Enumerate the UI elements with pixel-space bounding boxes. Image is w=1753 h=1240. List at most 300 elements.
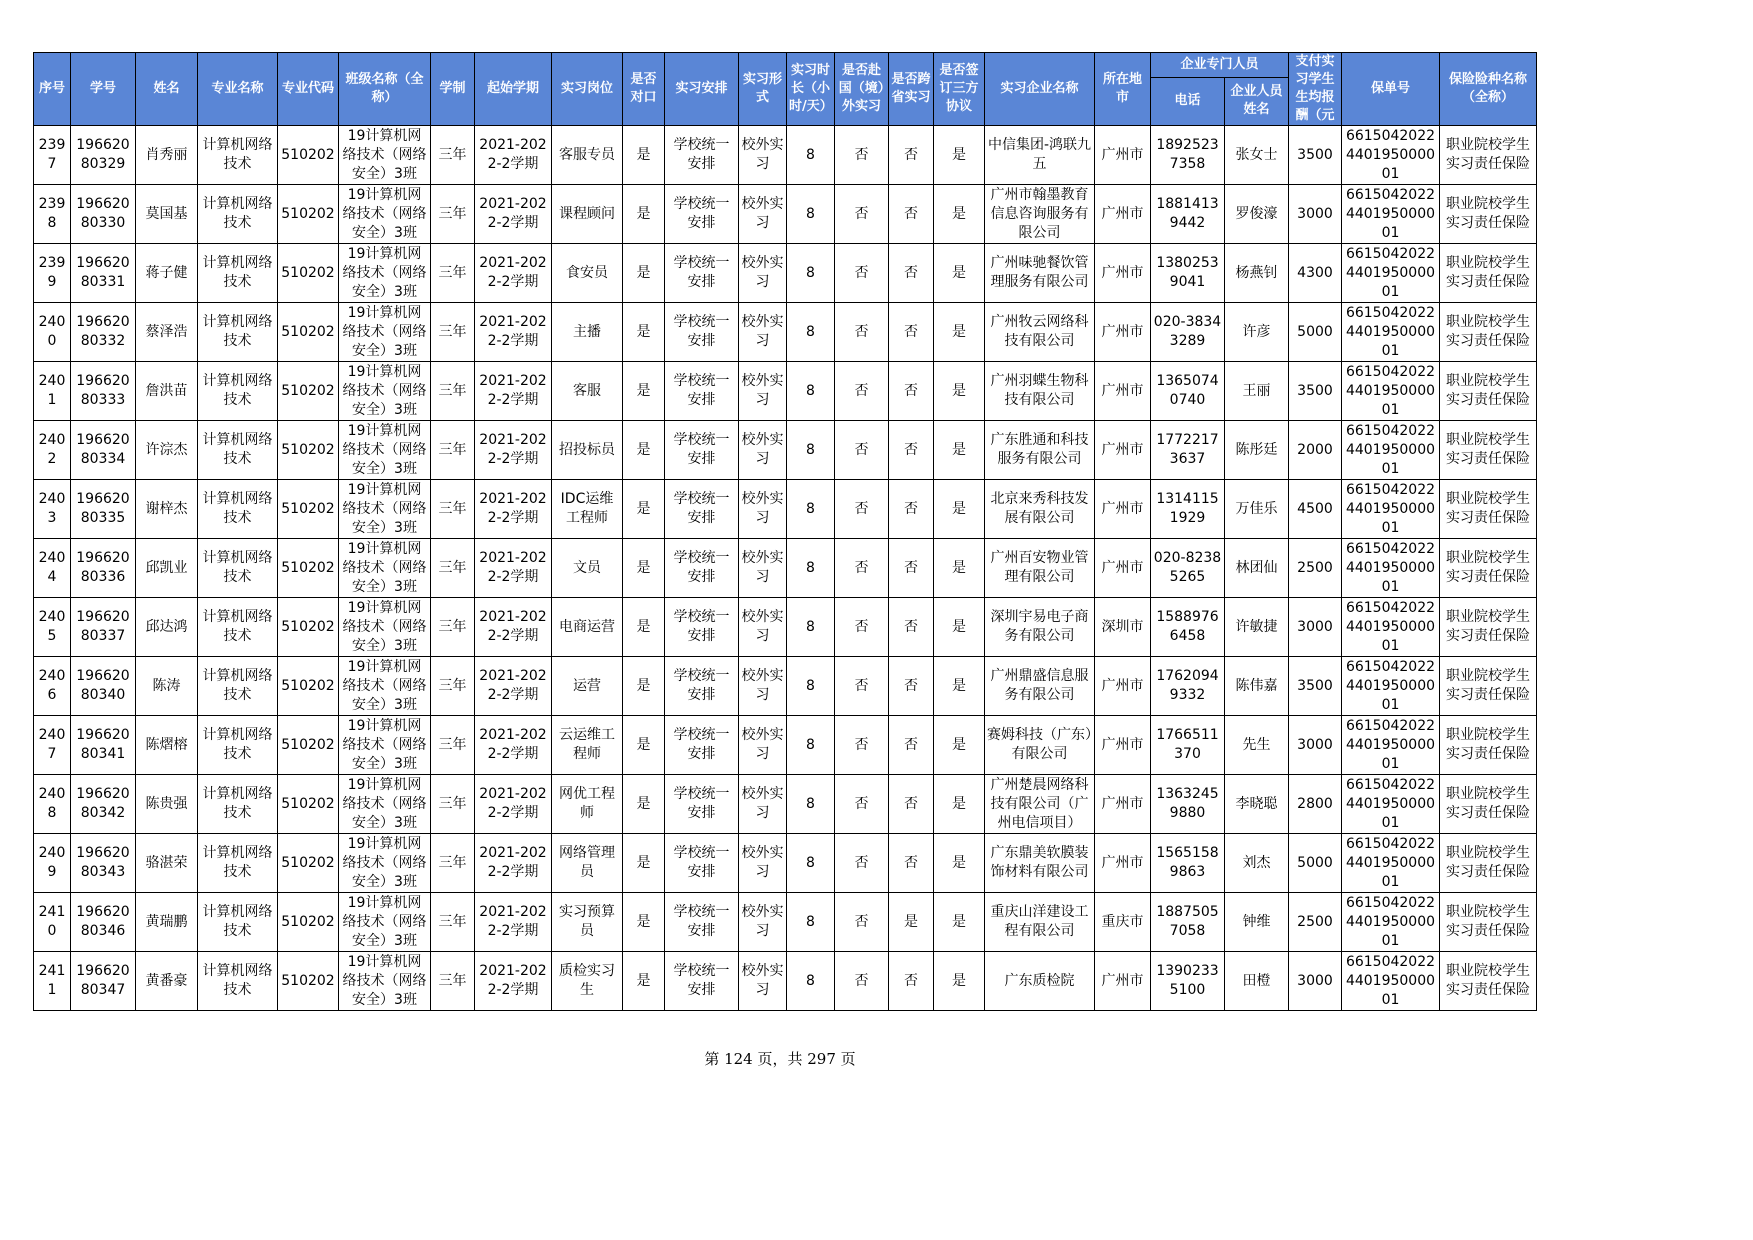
cell-cross-province xyxy=(889,244,934,303)
cell-text: 杨燕钊 xyxy=(1235,264,1278,281)
cell-hours xyxy=(787,657,835,716)
cell-text: 510202 xyxy=(281,382,335,399)
cell-text: 2021-2022-2学期 xyxy=(479,373,547,408)
cell-text: 校外实习 xyxy=(741,963,784,998)
cell-text: 19计算机网络技术（网络安全）3班 xyxy=(342,363,427,418)
cell-name xyxy=(136,834,198,893)
cell-city xyxy=(1095,952,1151,1011)
cell-text: 2021-2022-2学期 xyxy=(479,196,547,231)
cell-abroad xyxy=(835,185,889,244)
cell-arrangement xyxy=(665,893,739,952)
cell-duration xyxy=(431,185,475,244)
cell-form xyxy=(739,834,787,893)
cell-text: 否 xyxy=(854,146,869,163)
cell-duration xyxy=(431,716,475,775)
cell-company xyxy=(985,893,1095,952)
cell-seq xyxy=(34,834,71,893)
cell-class-name xyxy=(339,775,431,834)
cell-text: 钟维 xyxy=(1242,913,1271,930)
cell-cross-province xyxy=(889,539,934,598)
cell-text: 4500 xyxy=(1297,500,1333,517)
header-tripartite: 是否签订三方协议 xyxy=(934,53,985,126)
table-row xyxy=(34,303,1537,362)
cell-phone xyxy=(1151,598,1225,657)
cell-text: 网优工程师 xyxy=(559,786,615,821)
cell-position xyxy=(552,952,623,1011)
cell-text: 3000 xyxy=(1297,205,1333,222)
cell-matching xyxy=(623,893,665,952)
cell-arrangement xyxy=(665,303,739,362)
cell-text: IDC运维工程师 xyxy=(560,491,614,526)
cell-tripartite xyxy=(934,716,985,775)
cell-text: 实习预算员 xyxy=(559,904,615,939)
cell-salary xyxy=(1289,303,1342,362)
cell-seq xyxy=(34,421,71,480)
cell-arrangement xyxy=(665,480,739,539)
cell-form xyxy=(739,657,787,716)
cell-text: 先生 xyxy=(1242,736,1271,753)
cell-insurance xyxy=(1440,539,1537,598)
cell-text: 学校统一安排 xyxy=(673,668,730,703)
cell-text: 是 xyxy=(636,736,651,753)
cell-major xyxy=(198,126,278,185)
cell-abroad xyxy=(835,126,889,185)
cell-text: 学校统一安排 xyxy=(673,550,730,585)
cell-seq xyxy=(34,893,71,952)
cell-text: 校外实习 xyxy=(741,137,784,172)
cell-text: 计算机网络技术 xyxy=(202,845,273,880)
cell-text: 2401 xyxy=(38,373,66,408)
cell-text: 校外实习 xyxy=(741,255,784,290)
cell-hours xyxy=(787,126,835,185)
cell-text: 19662080343 xyxy=(76,845,130,880)
cell-text: 2021-2022-2学期 xyxy=(479,491,547,526)
cell-cross-province xyxy=(889,185,934,244)
cell-name xyxy=(136,480,198,539)
cell-policy-no xyxy=(1342,185,1440,244)
cell-text: 学校统一安排 xyxy=(673,373,730,408)
cell-text: 电商运营 xyxy=(559,618,615,635)
cell-text: 邱凯业 xyxy=(145,559,188,576)
cell-cross-province xyxy=(889,126,934,185)
cell-text: 2407 xyxy=(38,727,66,762)
cell-form xyxy=(739,775,787,834)
cell-tripartite xyxy=(934,480,985,539)
cell-student-id xyxy=(71,716,136,775)
cell-name xyxy=(136,775,198,834)
cell-seq xyxy=(34,598,71,657)
cell-text: 6615042022440195000001 xyxy=(1345,540,1436,595)
cell-text: 学校统一安排 xyxy=(673,786,730,821)
cell-text: 食安员 xyxy=(566,264,608,281)
cell-text: 否 xyxy=(854,854,869,871)
cell-text: 三年 xyxy=(438,205,467,222)
cell-start-term xyxy=(475,480,552,539)
header-major: 专业名称 xyxy=(198,53,278,126)
cell-duration xyxy=(431,480,475,539)
cell-hours xyxy=(787,893,835,952)
cell-city xyxy=(1095,126,1151,185)
cell-text: 19计算机网络技术（网络安全）3班 xyxy=(342,245,427,300)
cell-name xyxy=(136,421,198,480)
cell-position xyxy=(552,657,623,716)
page-number-text: 第 124 页，共 297 页 xyxy=(704,1050,856,1068)
cell-text: 三年 xyxy=(438,854,467,871)
cell-insurance xyxy=(1440,775,1537,834)
cell-text: 职业院校学生实习责任保险 xyxy=(1446,137,1530,172)
header-hours: 实习时长（小时/天） xyxy=(787,53,835,126)
cell-text: 19662080346 xyxy=(76,904,130,939)
cell-city xyxy=(1095,421,1151,480)
cell-text: 校外实习 xyxy=(741,432,784,467)
cell-text: 广州鼎盛信息服务有限公司 xyxy=(990,668,1089,703)
cell-major-code xyxy=(278,893,339,952)
cell-seq xyxy=(34,775,71,834)
header-class-name: 班级名称（全称） xyxy=(339,53,431,126)
cell-major xyxy=(198,244,278,303)
cell-major xyxy=(198,716,278,775)
cell-text: 三年 xyxy=(438,913,467,930)
cell-form xyxy=(739,421,787,480)
cell-class-name xyxy=(339,716,431,775)
cell-text: 是 xyxy=(952,736,966,753)
cell-major-code xyxy=(278,834,339,893)
cell-class-name xyxy=(339,834,431,893)
cell-major-code xyxy=(278,303,339,362)
cell-cross-province xyxy=(889,657,934,716)
cell-salary xyxy=(1289,185,1342,244)
cell-text: 19662080347 xyxy=(76,963,130,998)
cell-text: 质检实习生 xyxy=(559,963,615,998)
cell-text: 三年 xyxy=(438,146,467,163)
cell-form xyxy=(739,480,787,539)
cell-salary xyxy=(1289,952,1342,1011)
cell-position xyxy=(552,716,623,775)
cell-duration xyxy=(431,303,475,362)
cell-insurance xyxy=(1440,657,1537,716)
cell-cross-province xyxy=(889,893,934,952)
cell-contact-name xyxy=(1225,657,1289,716)
table-row xyxy=(34,952,1537,1011)
cell-matching xyxy=(623,244,665,303)
cell-abroad xyxy=(835,893,889,952)
cell-name xyxy=(136,952,198,1011)
cell-text: 万佳乐 xyxy=(1235,500,1278,517)
cell-major-code xyxy=(278,362,339,421)
cell-text: 是 xyxy=(636,677,651,694)
cell-text: 计算机网络技术 xyxy=(202,196,273,231)
cell-major xyxy=(198,775,278,834)
header-insurance: 保险险种名称（全称） xyxy=(1440,53,1537,126)
cell-matching xyxy=(623,421,665,480)
cell-text: 否 xyxy=(904,205,918,222)
cell-city xyxy=(1095,303,1151,362)
internship-table xyxy=(33,52,1537,1011)
cell-phone xyxy=(1151,185,1225,244)
cell-duration xyxy=(431,244,475,303)
cell-text: 职业院校学生实习责任保险 xyxy=(1446,432,1530,467)
cell-text: 510202 xyxy=(281,618,335,635)
cell-student-id xyxy=(71,244,136,303)
cell-text: 是 xyxy=(636,382,651,399)
cell-phone xyxy=(1151,657,1225,716)
cell-arrangement xyxy=(665,775,739,834)
cell-text: 是 xyxy=(952,795,966,812)
cell-text: 18875057058 xyxy=(1156,904,1219,939)
cell-text: 校外实习 xyxy=(741,550,784,585)
cell-text: 赛姆科技（广东）有限公司 xyxy=(987,727,1092,762)
table-row xyxy=(34,775,1537,834)
cell-text: 广州味驰餐饮管理服务有限公司 xyxy=(990,255,1089,290)
cell-text: 黄番豪 xyxy=(145,972,188,989)
cell-text: 课程顾问 xyxy=(559,205,615,222)
table-row xyxy=(34,480,1537,539)
cell-text: 是 xyxy=(636,795,651,812)
cell-text: 是 xyxy=(636,972,651,989)
cell-text: 2021-2022-2学期 xyxy=(479,727,547,762)
cell-class-name xyxy=(339,244,431,303)
cell-text: 2021-2022-2学期 xyxy=(479,845,547,880)
cell-tripartite xyxy=(934,185,985,244)
cell-text: 19662080341 xyxy=(76,727,130,762)
cell-text: 职业院校学生实习责任保险 xyxy=(1446,550,1530,585)
cell-text: 广州羽蝶生物科技有限公司 xyxy=(990,373,1089,408)
cell-company xyxy=(985,834,1095,893)
cell-text: 510202 xyxy=(281,854,335,871)
cell-start-term xyxy=(475,126,552,185)
cell-class-name xyxy=(339,952,431,1011)
cell-policy-no xyxy=(1342,539,1440,598)
cell-text: 否 xyxy=(904,736,918,753)
cell-phone xyxy=(1151,539,1225,598)
cell-text: 8 xyxy=(806,913,815,930)
cell-city xyxy=(1095,598,1151,657)
header-start-term: 起始学期 xyxy=(475,53,552,126)
cell-arrangement xyxy=(665,952,739,1011)
cell-contact-name xyxy=(1225,952,1289,1011)
cell-text: 是 xyxy=(952,559,966,576)
cell-salary xyxy=(1289,716,1342,775)
cell-salary xyxy=(1289,657,1342,716)
cell-text: 广州市 xyxy=(1101,323,1144,340)
cell-start-term xyxy=(475,834,552,893)
cell-text: 学校统一安排 xyxy=(673,963,730,998)
cell-company xyxy=(985,657,1095,716)
cell-text: 校外实习 xyxy=(741,314,784,349)
cell-insurance xyxy=(1440,834,1537,893)
cell-text: 运营 xyxy=(573,677,601,694)
cell-text: 2399 xyxy=(38,255,66,290)
cell-city xyxy=(1095,893,1151,952)
cell-class-name xyxy=(339,598,431,657)
header-position: 实习岗位 xyxy=(552,53,623,126)
cell-text: 詹洪苗 xyxy=(145,382,188,399)
cell-insurance xyxy=(1440,303,1537,362)
cell-text: 是 xyxy=(636,441,651,458)
cell-policy-no xyxy=(1342,480,1440,539)
cell-text: 2406 xyxy=(38,668,66,703)
cell-text: 2800 xyxy=(1297,795,1333,812)
cell-company xyxy=(985,185,1095,244)
cell-student-id xyxy=(71,657,136,716)
cell-text: 2021-2022-2学期 xyxy=(479,904,547,939)
cell-major-code xyxy=(278,244,339,303)
cell-text: 学校统一安排 xyxy=(673,314,730,349)
cell-abroad xyxy=(835,362,889,421)
cell-company xyxy=(985,539,1095,598)
cell-city xyxy=(1095,539,1151,598)
cell-text: 19计算机网络技术（网络安全）3班 xyxy=(342,127,427,182)
cell-text: 广东胜通和科技服务有限公司 xyxy=(990,432,1089,467)
cell-arrangement xyxy=(665,126,739,185)
cell-text: 是 xyxy=(636,559,651,576)
cell-text: 6615042022440195000001 xyxy=(1345,835,1436,890)
cell-major-code xyxy=(278,598,339,657)
cell-text: 是 xyxy=(952,500,966,517)
cell-insurance xyxy=(1440,362,1537,421)
cell-name xyxy=(136,539,198,598)
cell-text: 许淙杰 xyxy=(145,441,188,458)
cell-seq xyxy=(34,539,71,598)
cell-text: 6615042022440195000001 xyxy=(1345,304,1436,359)
cell-text: 是 xyxy=(636,500,651,517)
cell-text: 510202 xyxy=(281,795,335,812)
cell-company xyxy=(985,716,1095,775)
cell-text: 8 xyxy=(806,972,815,989)
cell-text: 19计算机网络技术（网络安全）3班 xyxy=(342,599,427,654)
cell-text: 许彦 xyxy=(1242,323,1271,340)
cell-text: 2400 xyxy=(38,314,66,349)
cell-position xyxy=(552,303,623,362)
cell-text: 19662080331 xyxy=(76,255,130,290)
cell-text: 8 xyxy=(806,736,815,753)
cell-name xyxy=(136,716,198,775)
cell-text: 否 xyxy=(854,264,869,281)
cell-policy-no xyxy=(1342,716,1440,775)
cell-text: 否 xyxy=(904,441,918,458)
cell-text: 2404 xyxy=(38,550,66,585)
cell-company xyxy=(985,244,1095,303)
cell-text: 广东鼎美软膜装饰材料有限公司 xyxy=(990,845,1089,880)
cell-text: 校外实习 xyxy=(741,491,784,526)
cell-duration xyxy=(431,362,475,421)
header-form: 实习形式 xyxy=(739,53,787,126)
cell-insurance xyxy=(1440,716,1537,775)
cell-text: 学校统一安排 xyxy=(673,432,730,467)
cell-salary xyxy=(1289,539,1342,598)
cell-text: 510202 xyxy=(281,146,335,163)
cell-text: 是 xyxy=(636,205,651,222)
cell-contact-name xyxy=(1225,362,1289,421)
cell-text: 6615042022440195000001 xyxy=(1345,363,1436,418)
header-matching: 是否对口 xyxy=(623,53,665,126)
header-salary: 支付实习学生生均报酬（元 xyxy=(1289,53,1342,126)
cell-student-id xyxy=(71,126,136,185)
cell-text: 510202 xyxy=(281,323,335,340)
cell-text: 广州市 xyxy=(1101,972,1144,989)
cell-abroad xyxy=(835,952,889,1011)
cell-text: 6615042022440195000001 xyxy=(1345,481,1436,536)
cell-seq xyxy=(34,480,71,539)
cell-class-name xyxy=(339,539,431,598)
cell-major-code xyxy=(278,185,339,244)
cell-major-code xyxy=(278,126,339,185)
cell-major-code xyxy=(278,421,339,480)
cell-text: 否 xyxy=(854,677,869,694)
table-header xyxy=(34,53,1537,126)
cell-seq xyxy=(34,185,71,244)
cell-cross-province xyxy=(889,716,934,775)
cell-position xyxy=(552,539,623,598)
cell-text: 广州市 xyxy=(1101,441,1144,458)
cell-city xyxy=(1095,185,1151,244)
cell-text: 否 xyxy=(904,500,918,517)
table-row xyxy=(34,657,1537,716)
cell-text: 否 xyxy=(904,618,918,635)
cell-student-id xyxy=(71,185,136,244)
cell-contact-name xyxy=(1225,834,1289,893)
cell-text: 主播 xyxy=(573,323,601,340)
cell-student-id xyxy=(71,952,136,1011)
cell-text: 是 xyxy=(952,441,966,458)
cell-major xyxy=(198,893,278,952)
cell-text: 2409 xyxy=(38,845,66,880)
cell-hours xyxy=(787,775,835,834)
cell-phone xyxy=(1151,893,1225,952)
cell-text: 1766511370 xyxy=(1156,727,1219,762)
cell-text: 2021-2022-2学期 xyxy=(479,786,547,821)
cell-start-term xyxy=(475,657,552,716)
cell-contact-name xyxy=(1225,421,1289,480)
cell-text: 北京来秀科技发展有限公司 xyxy=(990,491,1089,526)
cell-major-code xyxy=(278,657,339,716)
cell-text: 510202 xyxy=(281,559,335,576)
cell-insurance xyxy=(1440,126,1537,185)
header-cross-province: 是否跨省实习 xyxy=(889,53,934,126)
cell-text: 6615042022440195000001 xyxy=(1345,894,1436,949)
cell-text: 职业院校学生实习责任保险 xyxy=(1446,845,1530,880)
cell-text: 19计算机网络技术（网络安全）3班 xyxy=(342,540,427,595)
cell-name xyxy=(136,893,198,952)
table-row xyxy=(34,834,1537,893)
cell-text: 谢梓杰 xyxy=(145,500,188,517)
cell-text: 是 xyxy=(952,264,966,281)
cell-major xyxy=(198,362,278,421)
cell-text: 510202 xyxy=(281,500,335,517)
cell-city xyxy=(1095,244,1151,303)
cell-text: 19计算机网络技术（网络安全）3班 xyxy=(342,894,427,949)
cell-contact-name xyxy=(1225,480,1289,539)
cell-text: 广州市 xyxy=(1101,205,1144,222)
table-body xyxy=(34,126,1537,1011)
cell-text: 三年 xyxy=(438,500,467,517)
cell-major xyxy=(198,598,278,657)
cell-city xyxy=(1095,362,1151,421)
cell-text: 张女士 xyxy=(1235,146,1278,163)
table-row xyxy=(34,598,1537,657)
cell-text: 19662080330 xyxy=(76,196,130,231)
cell-matching xyxy=(623,126,665,185)
cell-salary xyxy=(1289,834,1342,893)
cell-text: 陈贵强 xyxy=(145,795,188,812)
header-policy-no: 保单号 xyxy=(1342,53,1440,126)
cell-seq xyxy=(34,657,71,716)
cell-company xyxy=(985,952,1095,1011)
cell-text: 蒋子健 xyxy=(145,264,188,281)
cell-salary xyxy=(1289,421,1342,480)
cell-text: 学校统一安排 xyxy=(673,904,730,939)
cell-text: 6615042022440195000001 xyxy=(1345,658,1436,713)
